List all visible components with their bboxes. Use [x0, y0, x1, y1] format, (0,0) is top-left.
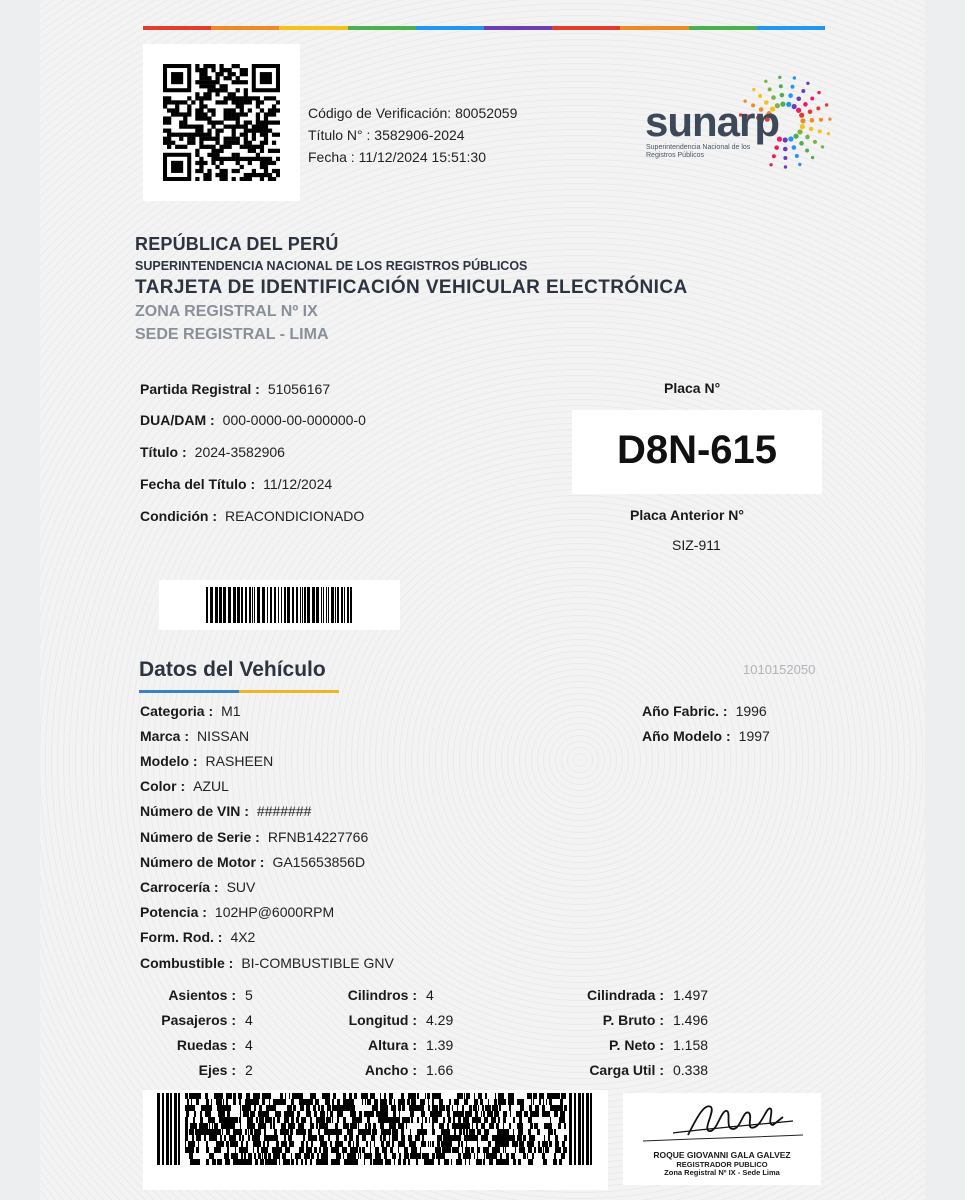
- barcode: [159, 580, 400, 630]
- signature-block: [623, 1093, 821, 1185]
- document-number: 1010152050: [743, 662, 816, 677]
- placa-number: D8N-615: [616, 428, 778, 472]
- cilindros-label: Cilindros :: [347, 987, 417, 1003]
- placa-anterior-label: Placa Anterior N°: [630, 507, 745, 523]
- peso-neto-label: P. Neto :: [609, 1037, 664, 1053]
- serie-row: Número de Serie : RFNB14227766: [140, 829, 369, 845]
- color-row: Color : AZUL: [140, 778, 229, 794]
- peso-neto-value: 1.158: [673, 1037, 709, 1053]
- altura-value: 1.39: [426, 1037, 454, 1053]
- asientos-value: 5: [245, 987, 253, 1003]
- ancho-value: 1.66: [426, 1062, 454, 1078]
- placa-box: [572, 410, 822, 494]
- fecha-titulo-row: Fecha del Título : 11/12/2024: [140, 476, 333, 492]
- cilindros-value: 4: [426, 987, 434, 1003]
- altura-label: Altura :: [368, 1037, 417, 1053]
- logo-wordmark: sunarp: [645, 98, 780, 145]
- verification-code: Código de Verificación: 80052059: [308, 105, 518, 121]
- signer-name: ROQUE GIOVANNI GALA GALVEZ: [653, 1150, 791, 1160]
- categoria-row: Categoria : M1: [140, 703, 241, 719]
- peso-bruto-value: 1.496: [673, 1012, 709, 1028]
- sunarp-logo: [640, 60, 840, 170]
- ancho-label: Ancho :: [364, 1062, 417, 1078]
- sede-heading: SEDE REGISTRAL - LIMA: [135, 326, 329, 343]
- datos-underline: [139, 690, 339, 693]
- ejes-value: 2: [245, 1062, 253, 1078]
- motor-row: Número de Motor : GA15653856D: [140, 854, 366, 870]
- signer-zone: Zona Registral Nº IX - Sede Lima: [664, 1168, 780, 1177]
- pdf417-barcode: [143, 1090, 608, 1190]
- form-rod-row: Form. Rod. : 4X2: [140, 929, 256, 945]
- issue-date: Fecha : 11/12/2024 15:51:30: [308, 149, 486, 165]
- cilindrada-label: Cilindrada :: [586, 987, 664, 1003]
- ejes-label: Ejes :: [198, 1062, 236, 1078]
- title-number: Título N° : 3582906-2024: [308, 127, 465, 143]
- peso-bruto-label: P. Bruto :: [602, 1012, 664, 1028]
- condicion-row: Condición : REACONDICIONADO: [140, 508, 365, 524]
- placa-anterior: SIZ-911: [672, 537, 721, 553]
- dua-row: DUA/DAM : 000-0000-00-000000-0: [140, 412, 366, 428]
- titulo-row: Título : 2024-3582906: [140, 444, 285, 460]
- zona-heading: ZONA REGISTRAL Nº IX: [135, 303, 318, 320]
- verification-block: [308, 102, 517, 168]
- placa-label: Placa N°: [664, 380, 721, 396]
- anio-modelo-row: Año Modelo : 1997: [642, 728, 770, 744]
- signature-scribble: [633, 1095, 811, 1151]
- qr-code: [143, 44, 300, 201]
- carroceria-row: Carrocería : SUV: [140, 879, 256, 895]
- color-bar: [143, 26, 825, 30]
- vin-row: Número de VIN : #######: [140, 803, 312, 819]
- document-title: TARJETA DE IDENTIFICACIÓN VEHICULAR ELECTRÓNICA: [135, 277, 688, 298]
- longitud-value: 4.29: [426, 1012, 454, 1028]
- pasajeros-value: 4: [245, 1012, 253, 1028]
- asientos-label: Asientos :: [168, 987, 236, 1003]
- carga-util-value: 0.338: [673, 1062, 709, 1078]
- longitud-label: Longitud :: [348, 1012, 417, 1028]
- marca-row: Marca : NISSAN: [140, 728, 250, 744]
- datos-title: Datos del Vehículo: [139, 658, 326, 681]
- anio-fabric-row: Año Fabric. : 1996: [642, 703, 767, 719]
- combustible-row: Combustible : BI-COMBUSTIBLE GNV: [140, 955, 394, 971]
- potencia-row: Potencia : 102HP@6000RPM: [140, 904, 335, 920]
- pasajeros-label: Pasajeros :: [161, 1012, 236, 1028]
- logo-subtitle: Superintendencia Nacional de los Registros Públicos: [646, 144, 751, 159]
- modelo-row: Modelo : RASHEEN: [140, 753, 274, 769]
- ruedas-label: Ruedas :: [176, 1037, 236, 1053]
- ruedas-value: 4: [245, 1037, 253, 1053]
- republica-heading: REPÚBLICA DEL PERÚ: [135, 234, 339, 254]
- superintendencia-heading: SUPERINTENDENCIA NACIONAL DE LOS REGISTROS PÚBLICOS: [135, 259, 528, 273]
- carga-util-label: Carga Util :: [589, 1062, 664, 1078]
- signer-role: REGISTRADOR PUBLICO: [676, 1160, 768, 1169]
- partida-row: Partida Registral : 51056167: [140, 381, 331, 397]
- cilindrada-value: 1.497: [673, 987, 709, 1003]
